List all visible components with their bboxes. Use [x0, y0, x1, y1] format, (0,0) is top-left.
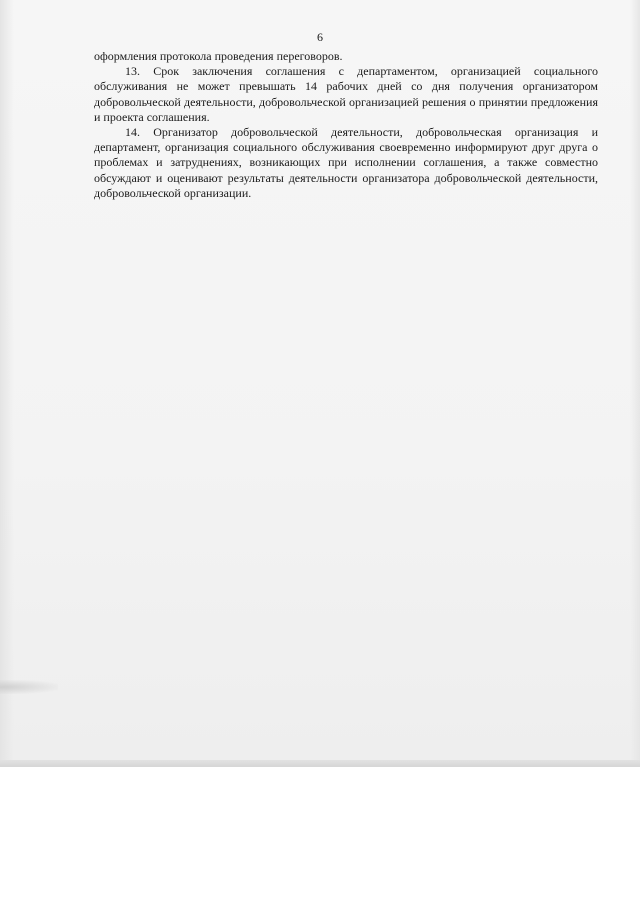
scan-left-shadow — [0, 0, 14, 767]
document-body — [94, 49, 598, 201]
paragraph-13: 13. Срок заключения соглашения с департаментом, организацией социального обслуживания не может превышать 14 рабочих дней со дня получения организатором добровольческой деятельности, добровольческой организацией решения о принятии предложения и проекта соглашения. — [94, 64, 598, 124]
scan-smudge — [0, 680, 58, 694]
page-number: 6 — [317, 30, 323, 44]
scan-bottom-edge — [0, 760, 640, 767]
scan-right-shadow — [630, 0, 640, 767]
paragraph-14: 14. Организатор добровольческой деятельности, добровольческая организация и департамент, организация социального обслуживания своевременно информируют друг друга о проблемах и затруднениях, возникающих при исполнении соглашения, а также совместно обсуждают и оценивают результаты деятельности организатора добровольческой деятельности, добровольческой организации. — [94, 125, 598, 200]
paragraph-continuation: оформления протокола проведения переговоров. — [94, 49, 343, 63]
